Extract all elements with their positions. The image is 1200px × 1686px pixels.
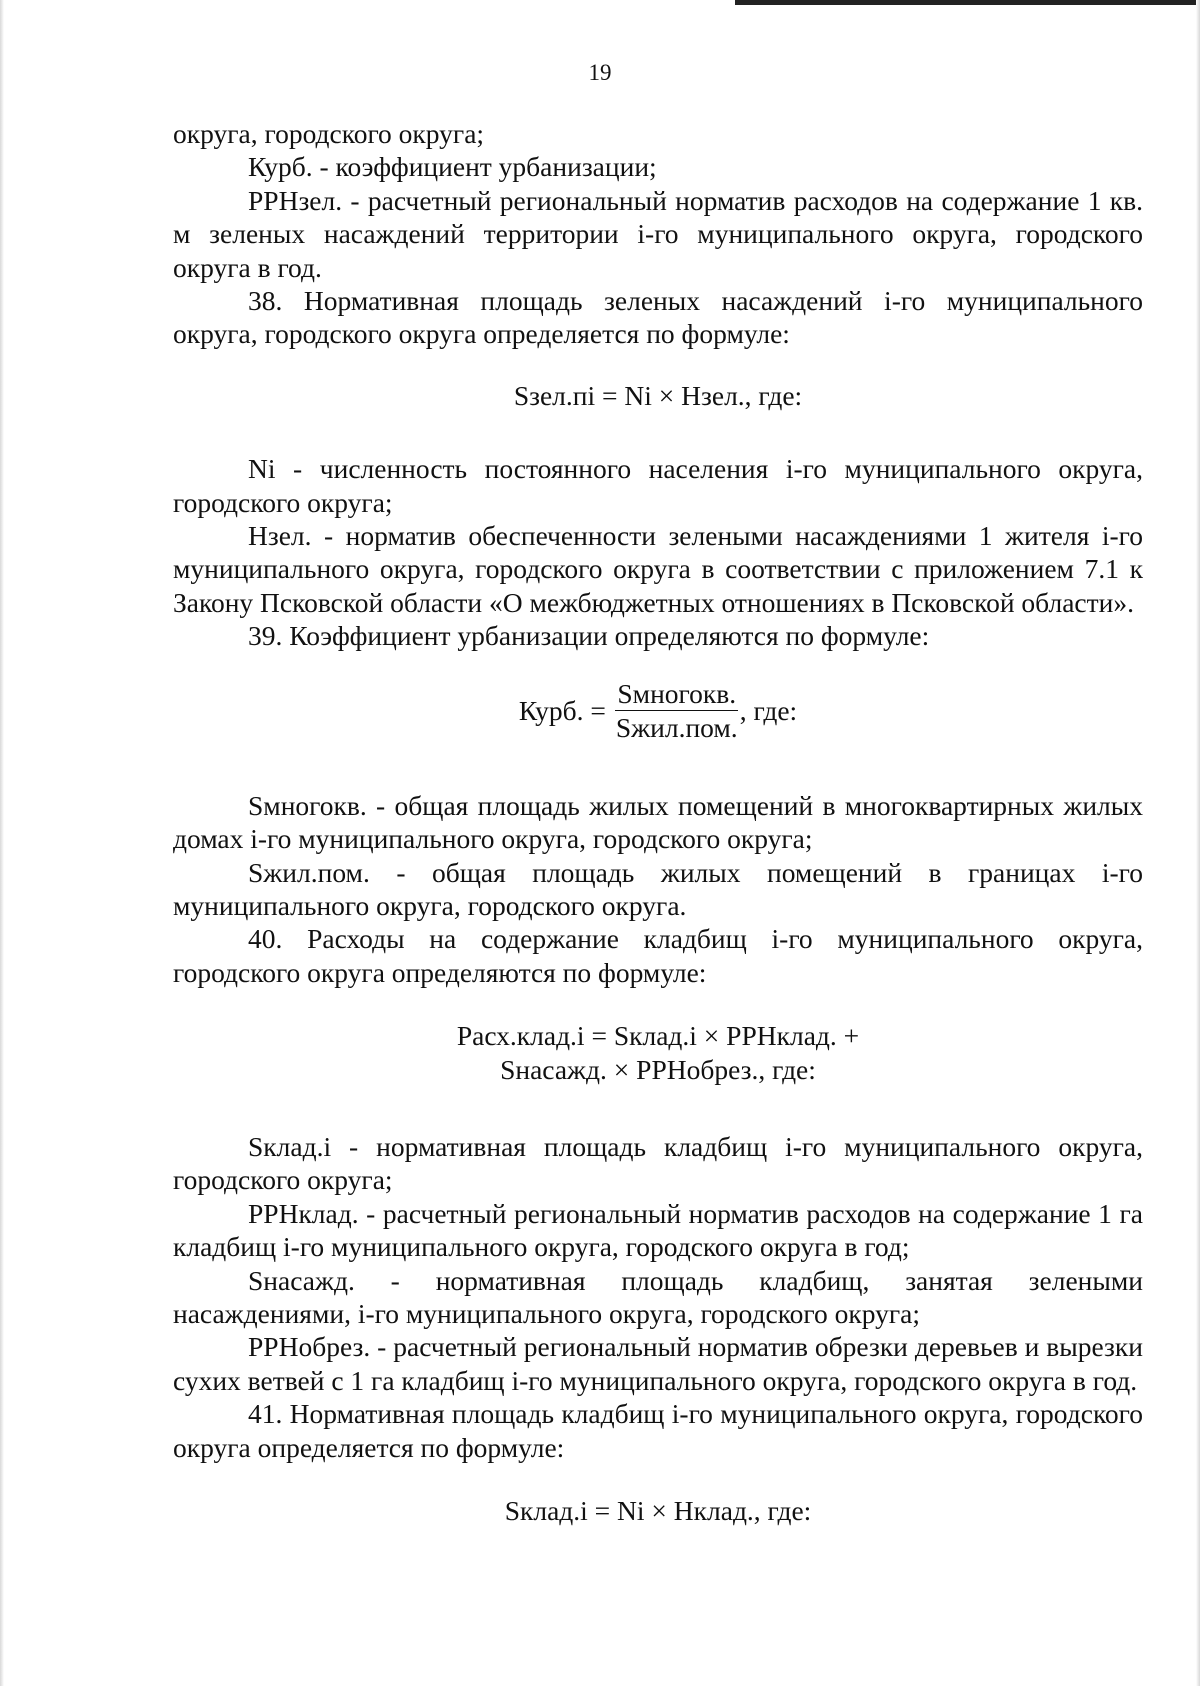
formula-suffix: , где: xyxy=(739,694,798,726)
formula-lhs: Курб. = xyxy=(518,694,606,726)
formula-green-area xyxy=(173,351,1143,452)
formula-cemetery-area xyxy=(173,1464,1143,1567)
document-body xyxy=(173,117,1143,1567)
clause-38: 38. Нормативная площадь зеленых насаждений i-го муниципального округа, городского округа определяется по формуле: xyxy=(173,285,1143,350)
definition-nzel: Нзел. - норматив обеспеченности зелеными насаждениями 1 жителя i-го муниципального округа, городского округа в соответствии с приложением 7.1 к Закону Псковской области «О межбюджетных отношениях в Псковской области». xyxy=(173,520,1143,618)
fraction-formula xyxy=(519,679,797,743)
clause-39: 39. Коэффициент урбанизации определяются по формуле: xyxy=(248,620,930,652)
clause-40: 40. Расходы на содержание кладбищ i-го муниципального округа, городского округа определяются по формуле: xyxy=(173,923,1143,988)
fraction-numerator: Sмногокв. xyxy=(617,677,737,709)
definition-smnogokv: Sмногокв. - общая площадь жилых помещений в многоквартирных жилых домах i-го муниципального округа, городского округа; xyxy=(173,789,1143,855)
definition-rrnobrez: РРНобрез. - расчетный региональный норматив обрезки деревьев и вырезки сухих ветвей с 1 га кладбищ i-го муниципального округа, городского округа в год. xyxy=(173,1331,1143,1396)
definition-sklad: Sклад.i - нормативная площадь кладбищ i-го муниципального округа, городского округа; xyxy=(173,1130,1143,1196)
scan-right-edge xyxy=(1196,0,1200,1686)
scan-left-edge xyxy=(0,0,4,1686)
definition-szhilpom: Sжил.пом. - общая площадь жилых помещений в границах i-го муниципального округа, городского округа. xyxy=(173,856,1143,921)
definition-kurb: Курб. - коэффициент урбанизации; xyxy=(248,151,657,183)
formula-urbanization xyxy=(173,653,1143,789)
formula-cemetery-expenses xyxy=(173,989,1143,1130)
formula-line-1: Расх.клад.i = Sклад.i × РРНклад. + xyxy=(456,1020,860,1052)
clause-41: 41. Нормативная площадь кладбищ i-го муниципального округа, городского округа определяется по формуле: xyxy=(173,1398,1143,1463)
paragraph-continuation: округа, городского округа; xyxy=(173,118,485,149)
definition-rrnzel: РРНзел. - расчетный региональный норматив расходов на содержание 1 кв. м зеленых насаждений территории i-го муниципального округа, городского округа в год. xyxy=(173,184,1143,283)
formula-text: Sклад.i = Ni × Нклад., где: xyxy=(504,1495,812,1526)
definition-ni: Ni - численность постоянного населения i-го муниципального округа, городского округа; xyxy=(173,453,1143,518)
scan-top-border xyxy=(735,0,1200,5)
page-number: 19 xyxy=(588,60,612,85)
formula-line-2: Sнасажд. × РРНобрез., где: xyxy=(500,1053,816,1085)
definition-snasazhd: Sнасажд. - нормативная площадь кладбищ, занятая зелеными насаждениями, i-го муниципального округа, городского округа; xyxy=(173,1264,1143,1329)
fraction-denominator: Sжил.пом. xyxy=(615,711,738,743)
fraction xyxy=(614,679,740,743)
definition-rrnklad: РРНклад. - расчетный региональный норматив расходов на содержание 1 га кладбищ i-го муниципального округа, городского округа в год; xyxy=(173,1197,1143,1263)
formula-text: Sзел.пi = Ni × Нзел., где: xyxy=(513,379,803,411)
